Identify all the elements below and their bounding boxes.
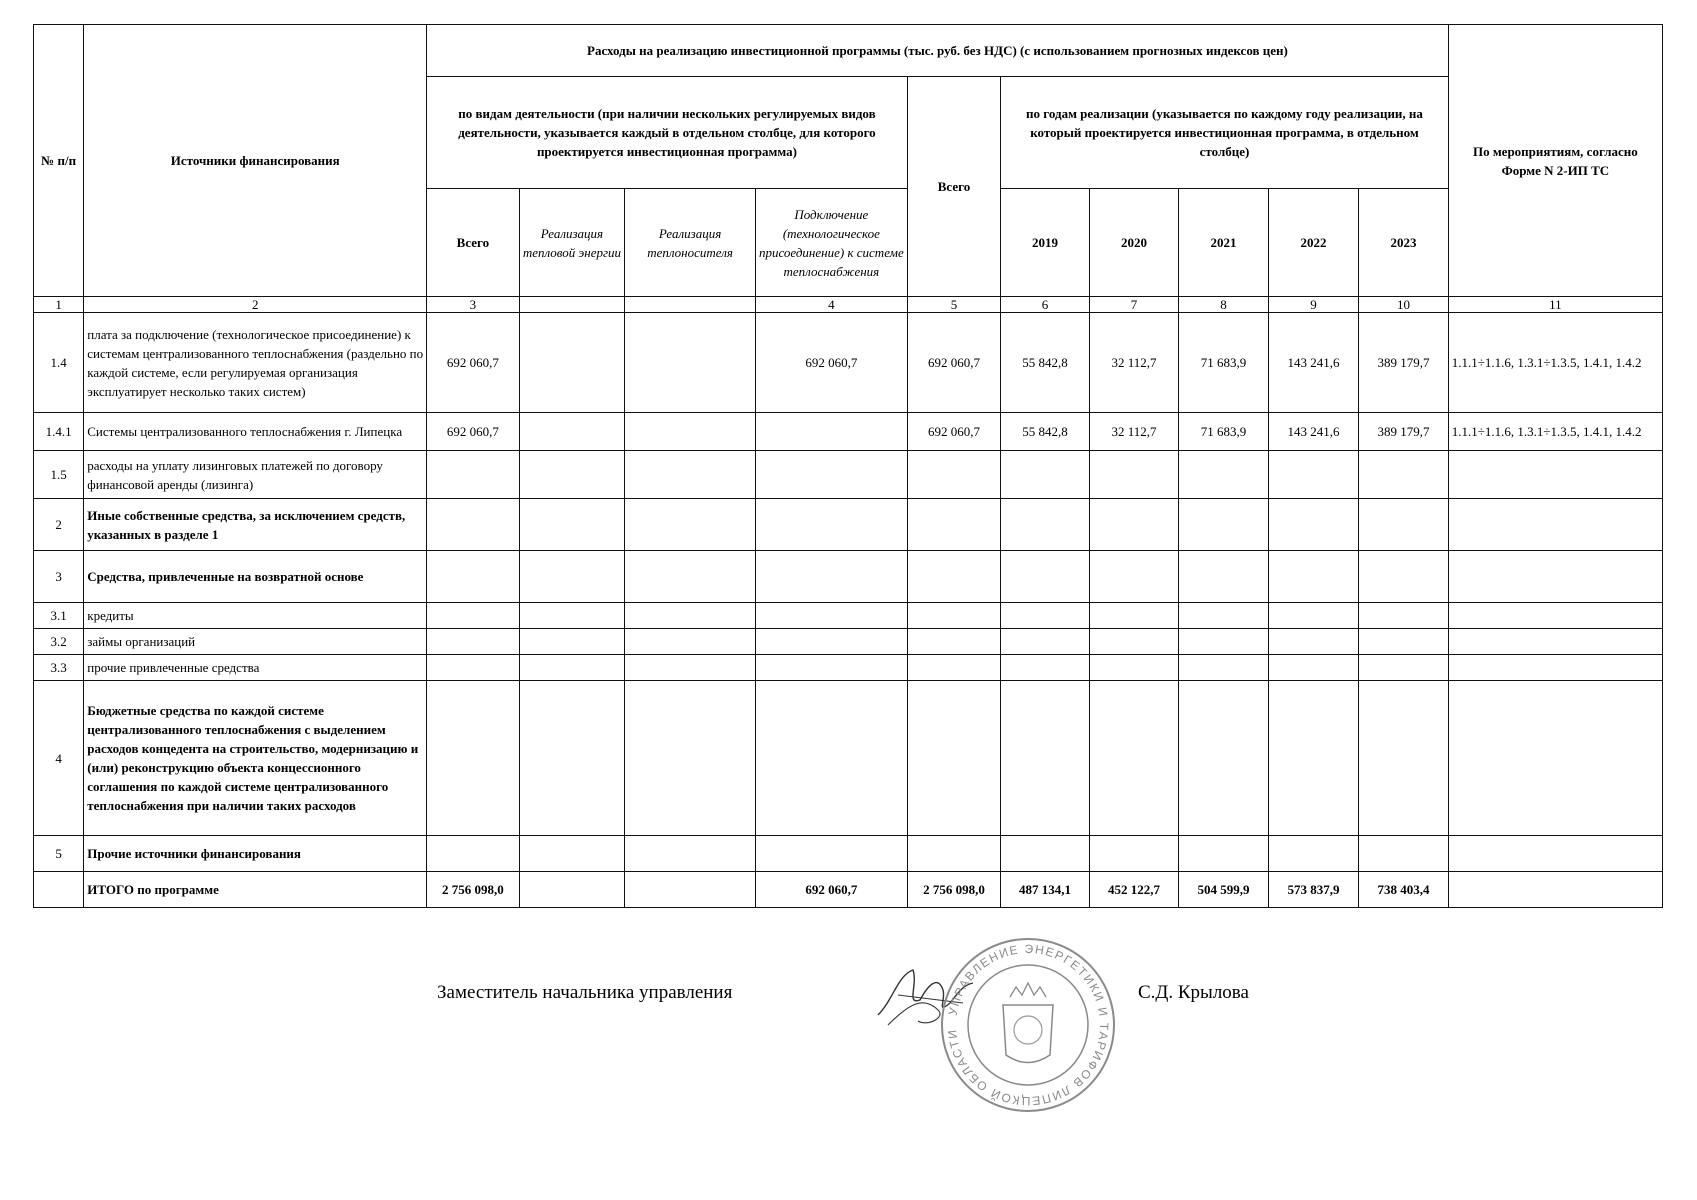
cell-y2022 xyxy=(1268,603,1358,629)
table-row xyxy=(34,872,1663,908)
cell-act-connect xyxy=(755,413,907,451)
cell-y2023 xyxy=(1359,629,1449,655)
table-row xyxy=(34,681,1663,836)
cell-act-total: 692 060,7 xyxy=(427,413,520,451)
row-source: Средства, привлеченные на возвратной основе xyxy=(84,551,427,603)
col-number: 1 xyxy=(34,297,84,313)
cell-y2023 xyxy=(1359,655,1449,681)
cell-y2020 xyxy=(1089,681,1178,836)
row-measures xyxy=(1448,499,1662,551)
cell-act-carrier xyxy=(625,629,756,655)
svg-text:УПРАВЛЕНИЕ ЭНЕРГЕТИКИ И ТАРИФО: УПРАВЛЕНИЕ ЭНЕРГЕТИКИ И ТАРИФОВ ЛИПЕЦКОЙ ОБЛАСТИ xyxy=(944,941,1112,1109)
cell-act-total xyxy=(427,551,520,603)
cell-y2022: 143 241,6 xyxy=(1268,313,1358,413)
cell-act-heat xyxy=(519,836,625,872)
cell-y2020 xyxy=(1089,836,1178,872)
cell-act-total xyxy=(427,629,520,655)
row-source: ИТОГО по программе xyxy=(84,872,427,908)
header-num: № п/п xyxy=(34,25,84,297)
cell-act-carrier xyxy=(625,836,756,872)
cell-y2021: 71 683,9 xyxy=(1179,413,1268,451)
cell-y2023 xyxy=(1359,451,1449,499)
cell-y2019 xyxy=(1001,655,1089,681)
table-row xyxy=(34,413,1663,451)
col-number: 4 xyxy=(755,297,907,313)
header-by-measures: По мероприятиям, согласно Форме N 2-ИП ТС xyxy=(1448,25,1662,297)
cell-act-total: 2 756 098,0 xyxy=(427,872,520,908)
cell-y2020 xyxy=(1089,603,1178,629)
cell-act-total xyxy=(427,655,520,681)
cell-total: 692 060,7 xyxy=(907,313,1001,413)
cell-y2023 xyxy=(1359,551,1449,603)
col-number: 11 xyxy=(1448,297,1662,313)
cell-y2023: 389 179,7 xyxy=(1359,413,1449,451)
cell-act-heat xyxy=(519,655,625,681)
row-source: Бюджетные средства по каждой системе централизованного теплоснабжения с выделением расходов концедента на строительство, модернизацию и (или) реконструкцию объекта концессионного соглашения по каждой системе централизованного теплоснабжения при наличии таких расходов xyxy=(84,681,427,836)
cell-y2021: 71 683,9 xyxy=(1179,313,1268,413)
cell-act-connect: 692 060,7 xyxy=(755,872,907,908)
cell-y2020: 452 122,7 xyxy=(1089,872,1178,908)
row-measures xyxy=(1448,872,1662,908)
cell-y2021 xyxy=(1179,551,1268,603)
cell-y2022 xyxy=(1268,836,1358,872)
cell-y2021 xyxy=(1179,836,1268,872)
cell-act-heat xyxy=(519,681,625,836)
cell-y2023 xyxy=(1359,836,1449,872)
col-number: 10 xyxy=(1359,297,1449,313)
row-measures xyxy=(1448,655,1662,681)
row-number xyxy=(34,872,84,908)
row-measures xyxy=(1448,836,1662,872)
col-number: 2 xyxy=(84,297,427,313)
row-measures xyxy=(1448,451,1662,499)
table-row xyxy=(34,551,1663,603)
cell-act-heat xyxy=(519,451,625,499)
col-number: 8 xyxy=(1179,297,1268,313)
cell-total xyxy=(907,451,1001,499)
cell-act-connect: 692 060,7 xyxy=(755,313,907,413)
cell-y2019: 55 842,8 xyxy=(1001,413,1089,451)
cell-y2019: 487 134,1 xyxy=(1001,872,1089,908)
cell-total xyxy=(907,836,1001,872)
row-measures xyxy=(1448,551,1662,603)
row-number: 2 xyxy=(34,499,84,551)
table-row xyxy=(34,603,1663,629)
row-measures: 1.1.1÷1.1.6, 1.3.1÷1.3.5, 1.4.1, 1.4.2 xyxy=(1448,313,1662,413)
cell-y2023 xyxy=(1359,499,1449,551)
investment-program-table xyxy=(33,24,1663,908)
header-by-years: по годам реализации (указывается по каждому году реализации, на который проектируется инвестиционная программа, в отдельном столбце) xyxy=(1001,77,1448,189)
cell-total xyxy=(907,681,1001,836)
cell-y2019 xyxy=(1001,836,1089,872)
row-number: 3.3 xyxy=(34,655,84,681)
cell-act-connect xyxy=(755,836,907,872)
cell-y2023: 738 403,4 xyxy=(1359,872,1449,908)
cell-total: 692 060,7 xyxy=(907,413,1001,451)
row-number: 3.2 xyxy=(34,629,84,655)
col-number: 5 xyxy=(907,297,1001,313)
cell-y2022: 573 837,9 xyxy=(1268,872,1358,908)
col-number: 9 xyxy=(1268,297,1358,313)
cell-y2020 xyxy=(1089,551,1178,603)
cell-y2020 xyxy=(1089,629,1178,655)
cell-total xyxy=(907,551,1001,603)
cell-act-total xyxy=(427,499,520,551)
row-number: 1.4 xyxy=(34,313,84,413)
cell-act-heat xyxy=(519,413,625,451)
cell-y2020 xyxy=(1089,499,1178,551)
row-measures xyxy=(1448,603,1662,629)
cell-act-carrier xyxy=(625,499,756,551)
cell-act-carrier xyxy=(625,681,756,836)
cell-y2021 xyxy=(1179,499,1268,551)
cell-y2023 xyxy=(1359,681,1449,836)
cell-y2020: 32 112,7 xyxy=(1089,413,1178,451)
cell-act-connect xyxy=(755,629,907,655)
cell-act-carrier xyxy=(625,872,756,908)
row-number: 3 xyxy=(34,551,84,603)
cell-y2023: 389 179,7 xyxy=(1359,313,1449,413)
cell-act-connect xyxy=(755,603,907,629)
table-row xyxy=(34,629,1663,655)
cell-act-heat xyxy=(519,603,625,629)
cell-total: 2 756 098,0 xyxy=(907,872,1001,908)
table-row xyxy=(34,499,1663,551)
header-act-total: Всего xyxy=(427,189,520,297)
cell-act-carrier xyxy=(625,655,756,681)
cell-y2019 xyxy=(1001,499,1089,551)
cell-act-total xyxy=(427,603,520,629)
header-act-heat: Реализация тепловой энергии xyxy=(519,189,625,297)
cell-y2022 xyxy=(1268,451,1358,499)
cell-act-carrier xyxy=(625,551,756,603)
cell-y2021 xyxy=(1179,655,1268,681)
cell-y2019 xyxy=(1001,681,1089,836)
row-source: займы организаций xyxy=(84,629,427,655)
cell-total xyxy=(907,603,1001,629)
signer-position: Заместитель начальника управления xyxy=(437,982,733,1003)
cell-act-total xyxy=(427,836,520,872)
cell-y2022 xyxy=(1268,551,1358,603)
cell-act-connect xyxy=(755,681,907,836)
cell-total xyxy=(907,499,1001,551)
cell-act-connect xyxy=(755,499,907,551)
col-number: 6 xyxy=(1001,297,1089,313)
cell-y2021 xyxy=(1179,629,1268,655)
row-measures: 1.1.1÷1.1.6, 1.3.1÷1.3.5, 1.4.1, 1.4.2 xyxy=(1448,413,1662,451)
cell-act-connect xyxy=(755,551,907,603)
cell-y2021 xyxy=(1179,603,1268,629)
row-number: 1.4.1 xyxy=(34,413,84,451)
cell-act-heat xyxy=(519,551,625,603)
header-expenses: Расходы на реализацию инвестиционной программы (тыс. руб. без НДС) (с использованием прогнозных индексов цен) xyxy=(427,25,1449,77)
header-year-2020: 2020 xyxy=(1089,189,1178,297)
cell-y2022: 143 241,6 xyxy=(1268,413,1358,451)
cell-y2022 xyxy=(1268,499,1358,551)
cell-total xyxy=(907,629,1001,655)
header-total: Всего xyxy=(907,77,1001,297)
signer-name: С.Д. Крылова xyxy=(1138,982,1249,1003)
cell-y2021 xyxy=(1179,451,1268,499)
cell-y2021: 504 599,9 xyxy=(1179,872,1268,908)
row-number: 3.1 xyxy=(34,603,84,629)
header-year-2022: 2022 xyxy=(1268,189,1358,297)
header-year-2023: 2023 xyxy=(1359,189,1449,297)
table-row xyxy=(34,655,1663,681)
cell-y2019 xyxy=(1001,603,1089,629)
cell-y2021 xyxy=(1179,681,1268,836)
official-seal xyxy=(938,935,1118,1115)
table-row xyxy=(34,836,1663,872)
header-act-connect: Подключение (технологическое присоединение) к системе теплоснабжения xyxy=(755,189,907,297)
row-number: 5 xyxy=(34,836,84,872)
table-body xyxy=(34,313,1663,908)
cell-act-carrier xyxy=(625,603,756,629)
row-source: расходы на уплату лизинговых платежей по договору финансовой аренды (лизинга) xyxy=(84,451,427,499)
cell-act-total xyxy=(427,681,520,836)
col-number: 3 xyxy=(427,297,520,313)
header-act-carrier: Реализация теплоносителя xyxy=(625,189,756,297)
cell-act-heat xyxy=(519,313,625,413)
cell-y2019 xyxy=(1001,629,1089,655)
col-number xyxy=(625,297,756,313)
cell-act-heat xyxy=(519,629,625,655)
table-row xyxy=(34,451,1663,499)
cell-act-connect xyxy=(755,451,907,499)
cell-y2020: 32 112,7 xyxy=(1089,313,1178,413)
row-measures xyxy=(1448,681,1662,836)
header-sources: Источники финансирования xyxy=(84,25,427,297)
cell-act-total xyxy=(427,451,520,499)
cell-act-total: 692 060,7 xyxy=(427,313,520,413)
cell-y2019 xyxy=(1001,451,1089,499)
row-source: Системы централизованного теплоснабжения г. Липецка xyxy=(84,413,427,451)
cell-act-carrier xyxy=(625,451,756,499)
header-year-2021: 2021 xyxy=(1179,189,1268,297)
cell-y2019 xyxy=(1001,551,1089,603)
cell-y2020 xyxy=(1089,655,1178,681)
row-source: плата за подключение (технологическое присоединение) к системам централизованного теплоснабжения (раздельно по каждой системе, если регулируемая организация эксплуатирует несколько таких систем) xyxy=(84,313,427,413)
col-number xyxy=(519,297,625,313)
cell-total xyxy=(907,655,1001,681)
column-numbers-row xyxy=(34,297,1663,313)
row-source: кредиты xyxy=(84,603,427,629)
cell-y2019: 55 842,8 xyxy=(1001,313,1089,413)
cell-y2022 xyxy=(1268,681,1358,836)
cell-y2023 xyxy=(1359,603,1449,629)
cell-act-carrier xyxy=(625,413,756,451)
header-year-2019: 2019 xyxy=(1001,189,1089,297)
row-source: Прочие источники финансирования xyxy=(84,836,427,872)
cell-act-heat xyxy=(519,499,625,551)
header-by-activity: по видам деятельности (при наличии нескольких регулируемых видов деятельности, указывается каждый в отдельном столбце, для которого проектируется инвестиционная программа) xyxy=(427,77,908,189)
cell-act-connect xyxy=(755,655,907,681)
col-number: 7 xyxy=(1089,297,1178,313)
cell-act-carrier xyxy=(625,313,756,413)
row-source: прочие привлеченные средства xyxy=(84,655,427,681)
cell-y2022 xyxy=(1268,629,1358,655)
cell-y2020 xyxy=(1089,451,1178,499)
row-number: 4 xyxy=(34,681,84,836)
cell-act-heat xyxy=(519,872,625,908)
row-source: Иные собственные средства, за исключением средств, указанных в разделе 1 xyxy=(84,499,427,551)
table-row xyxy=(34,313,1663,413)
row-number: 1.5 xyxy=(34,451,84,499)
row-measures xyxy=(1448,629,1662,655)
cell-y2022 xyxy=(1268,655,1358,681)
